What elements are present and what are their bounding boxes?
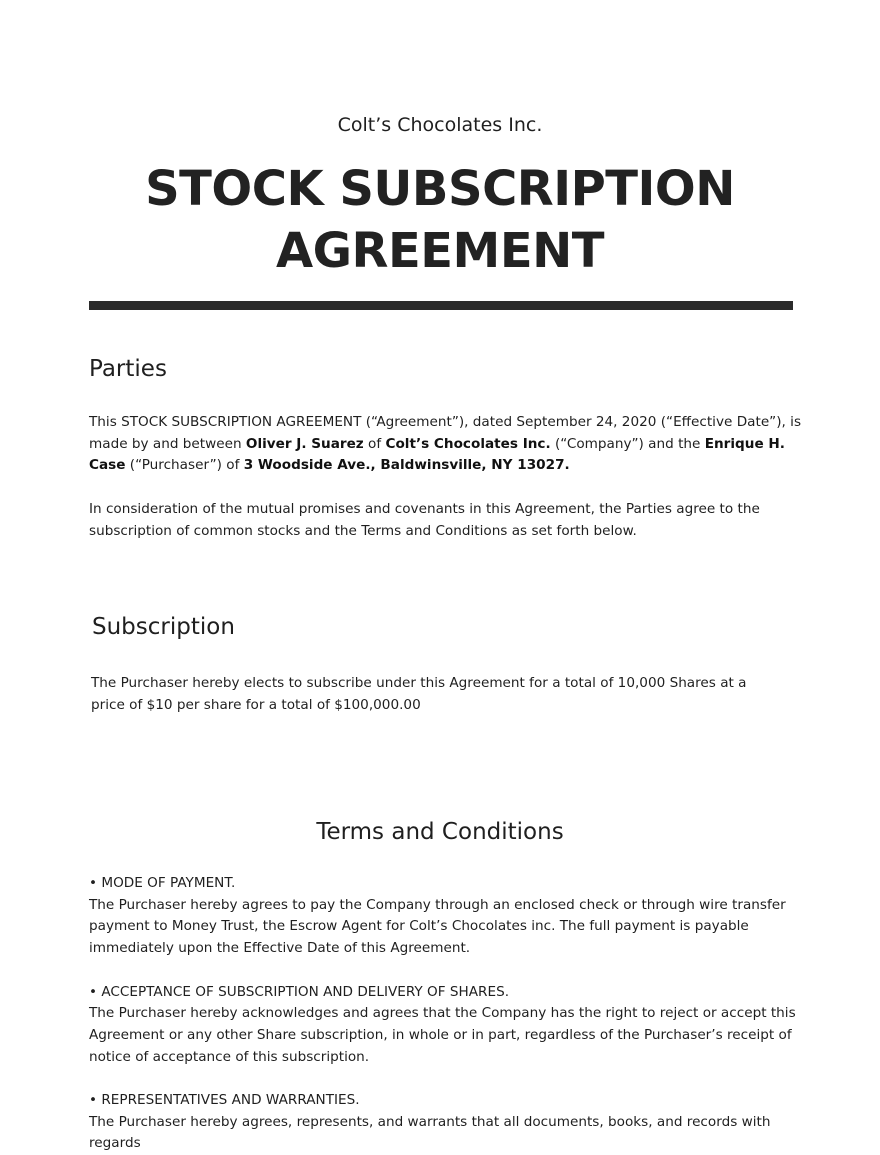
- parties-heading: Parties: [89, 356, 167, 382]
- terms-list: [89, 873, 801, 1155]
- terms-heading: Terms and Conditions: [316, 819, 564, 845]
- company-name: Colt’s Chocolates Inc.: [337, 114, 543, 136]
- document-title: [60, 158, 820, 282]
- title-line-1: STOCK SUBSCRIPTION: [145, 161, 735, 217]
- subscription-heading: Subscription: [92, 614, 235, 640]
- subscription-paragraph: The Purchaser hereby elects to subscribe under this Agreement for a total of 10,000 Shares at a price of $10 per share for a total of $100,000.00: [91, 675, 747, 713]
- term-title: • REPRESENTATIVES AND WARRANTIES.: [89, 1092, 360, 1108]
- term-text: The Purchaser hereby acknowledges and agrees that the Company has the right to reject or accept this Agreement or any other Share subscription, in whole or in part, regardless of the Purchaser’s receipt of notice of acceptance of this subscription.: [89, 1005, 796, 1065]
- text-run: of: [363, 435, 386, 452]
- term-title: • MODE OF PAYMENT.: [89, 875, 236, 891]
- term-text: The Purchaser hereby agrees, represents, and warrants that all documents, books, and records with regards: [89, 1113, 771, 1152]
- term-title: • ACCEPTANCE OF SUBSCRIPTION AND DELIVERY OF SHARES.: [89, 983, 510, 1000]
- parties-paragraph-2: In consideration of the mutual promises and covenants in this Agreement, the Parties agree to the subscription of common stocks and the Terms and Conditions as set forth below.: [89, 501, 760, 539]
- text-run: This STOCK SUBSCRIPTION AGREEMENT (“Agreement”), dated September 24, 2020 (“Effective Date”), is made by and between: [89, 414, 802, 452]
- title-divider: [89, 301, 793, 310]
- term-item: [89, 873, 801, 960]
- term-item: [89, 982, 801, 1069]
- term-text: The Purchaser hereby agrees to pay the Company through an enclosed check or through wire transfer payment to Money Trust, the Escrow Agent for Colt’s Chocolates inc. The full payment is payable immediately upon the Effective Date of this Agreement.: [89, 896, 786, 957]
- text-run: (“Company”) and the: [550, 435, 705, 452]
- company-name-inline: Colt’s Chocolates Inc.: [385, 435, 551, 452]
- purchaser-address: 3 Woodside Ave., Baldwinsville, NY 13027.: [243, 457, 570, 474]
- text-run: (“Purchaser”) of: [125, 457, 244, 474]
- parties-paragraph-1: [89, 412, 805, 477]
- term-item: [89, 1090, 801, 1155]
- representative-name: Oliver J. Suarez: [245, 435, 364, 452]
- purchaser-name: Enrique H. Case: [89, 435, 785, 474]
- title-line-2: AGREEMENT: [275, 223, 605, 279]
